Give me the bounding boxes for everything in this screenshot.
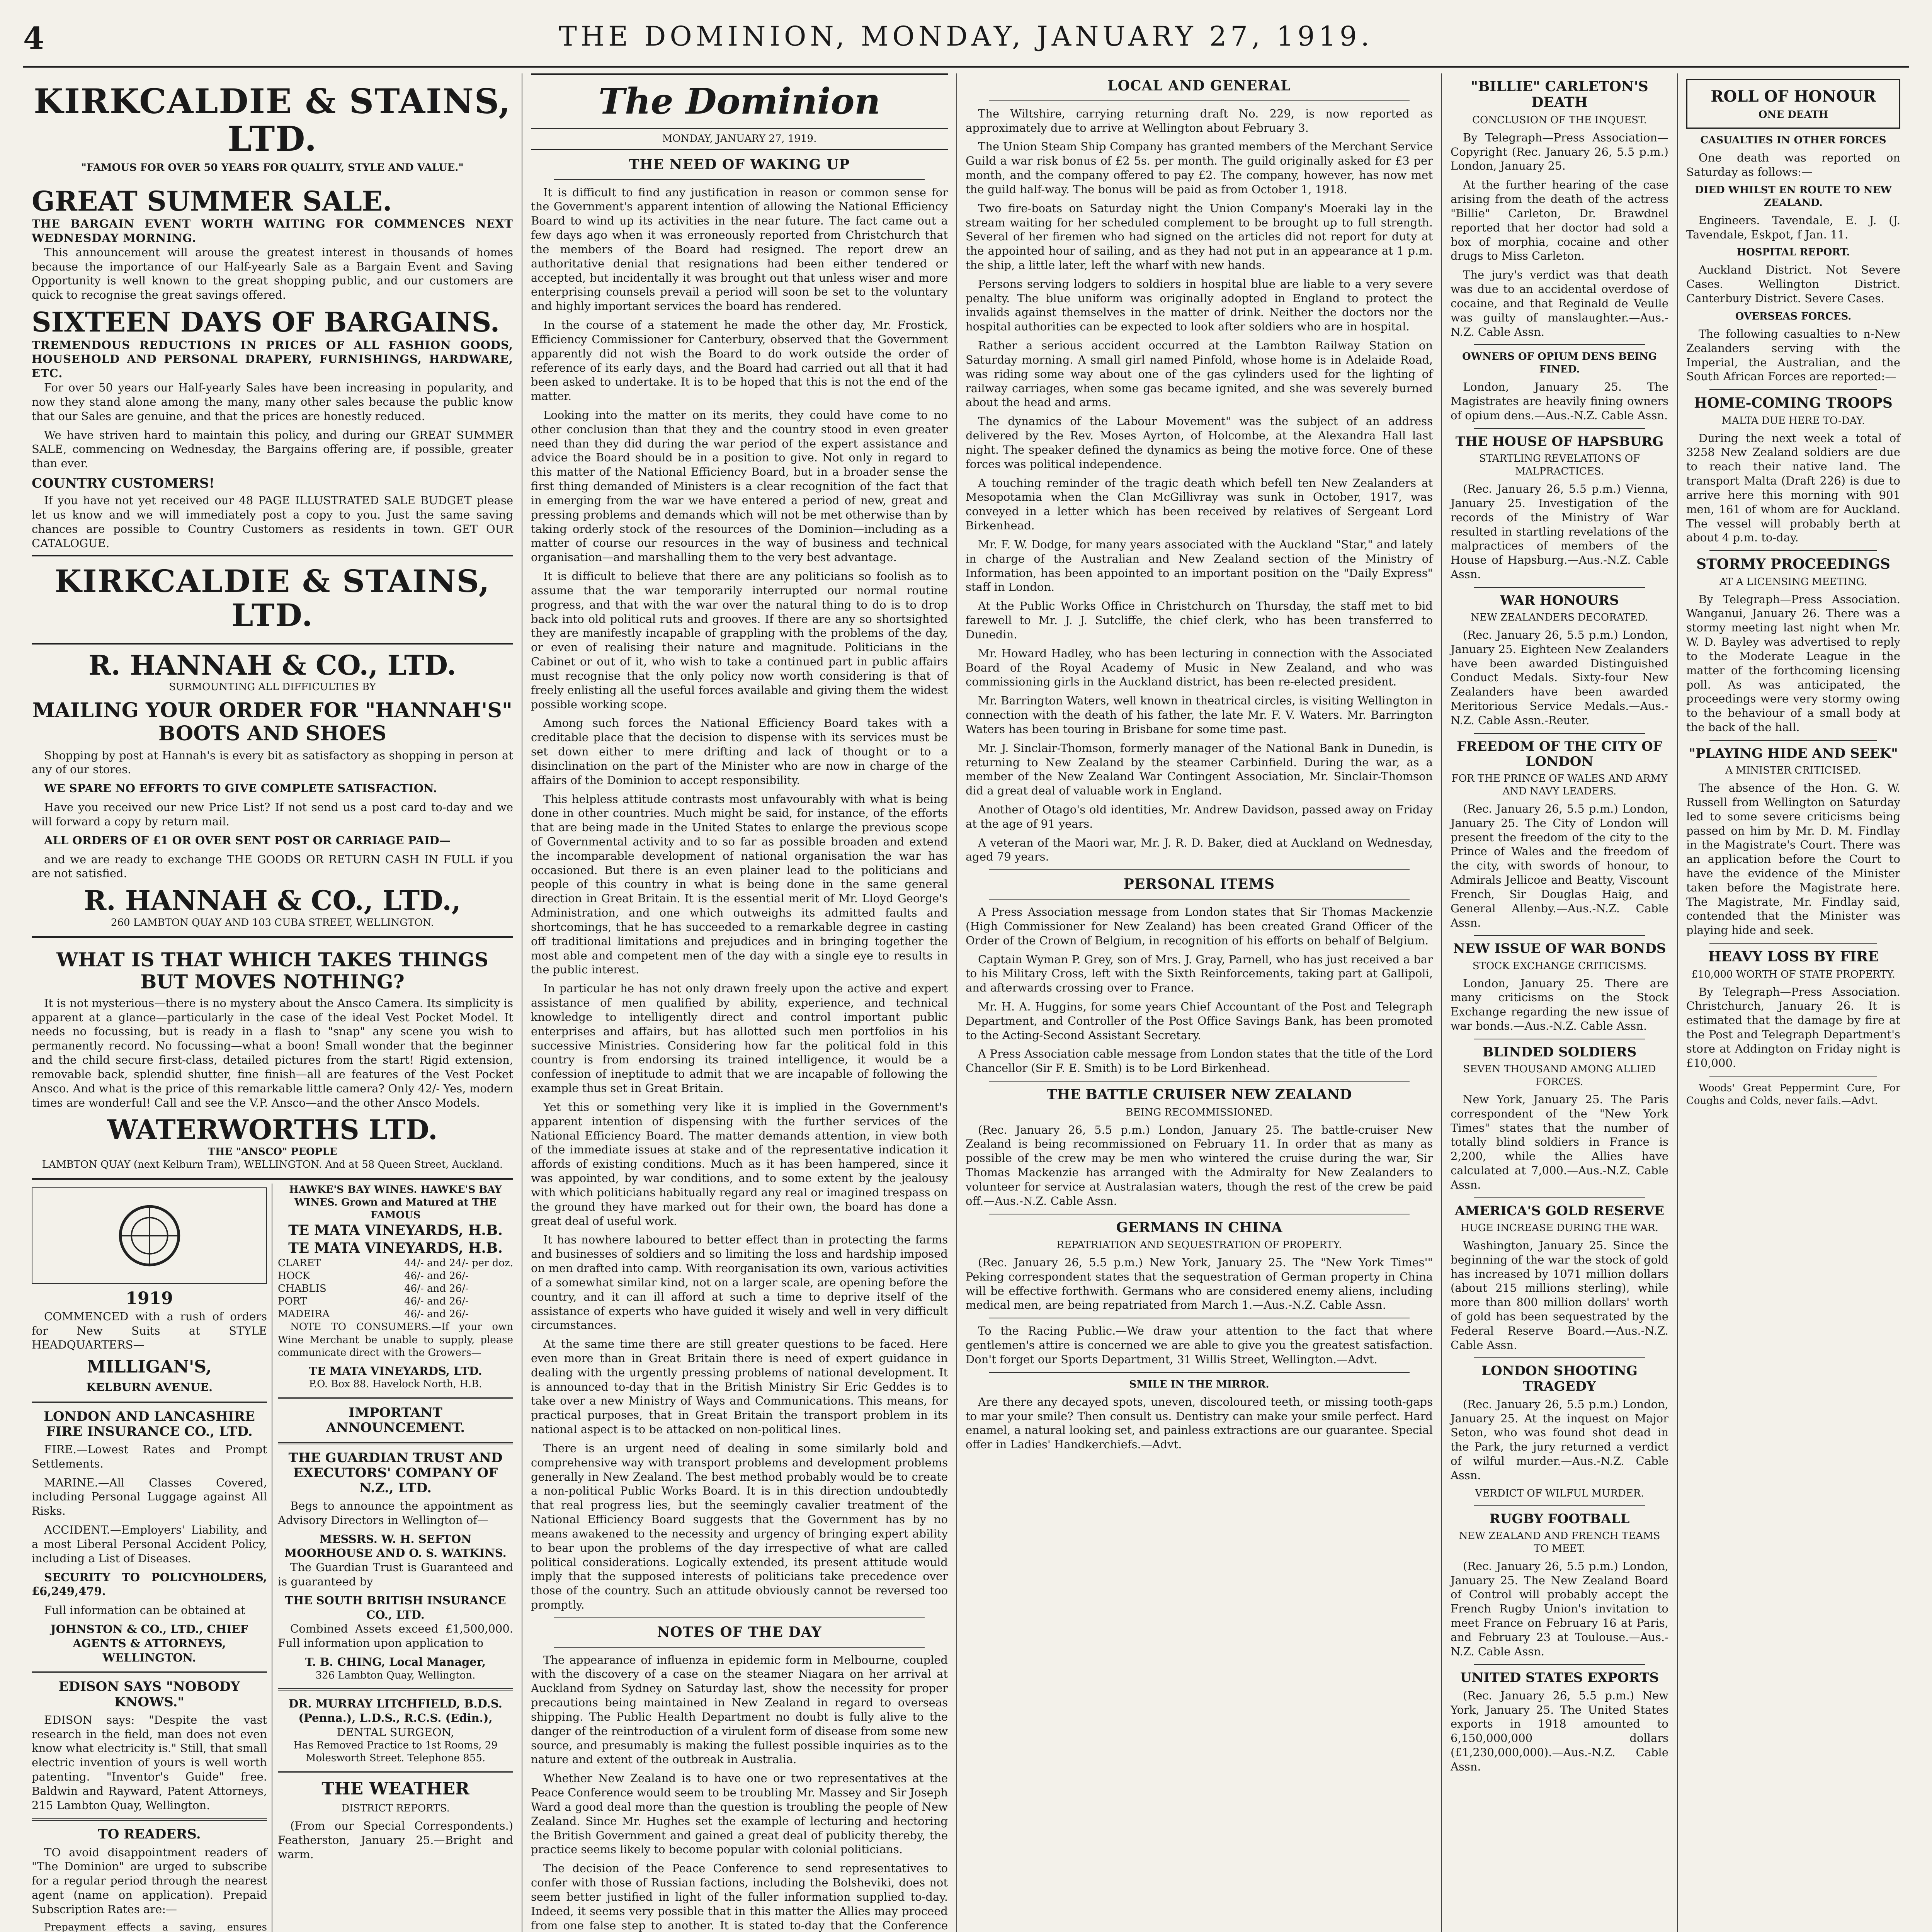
column-roll-of-honour — [1677, 73, 1909, 1932]
opium-body: London, January 25. The Magistrates are heavily fining owners of opium dens.—Aus.-N.Z. Cable Assn. — [1451, 380, 1668, 422]
freedom-body: (Rec. January 26, 5.5 p.m.) London, January 25. The City of London will present the freedom of the city to the Prince of Wales and the freedom of the city, with swords of honour, to Admirals Jellicoe and Beatty, Viscount French, Sir Douglas Haig, and General Allenby.—Aus.-N.Z. Cable Assn. — [1451, 802, 1668, 929]
notes-headline: NOTES OF THE DAY — [657, 1624, 822, 1640]
ad-kirkcaldie-head2: SIXTEEN DAYS OF BARGAINS. — [32, 306, 500, 338]
ad-london-accident: ACCIDENT.—Employers' Liability, and a most Liberal Personal Accident Policy, including a List of Diseases. — [32, 1523, 267, 1565]
roll-died: DIED WHILST EN ROUTE TO NEW ZEALAND. — [1695, 184, 1892, 209]
ad-edison-body: EDISON says: "Despite the vast research in the field, man does not even know what electricity is." Still, that small electric invention of yours is well worth patenting. "Inventor's Guide" free. Baldwin and Rayward, Patent Attorneys, 215 Lambton Quay, Wellington. — [32, 1713, 267, 1812]
ad-kirkcaldie-head3: COUNTRY CUSTOMERS! — [32, 476, 215, 492]
ad-kirkcaldie-head1: GREAT SUMMER SALE. — [32, 185, 392, 217]
notes-paragraph: The decision of the Peace Conference to send representatives to confer with those of Russian factions, including the Bolsheviki, does not seem better justified in light of the fuller information supplied to-day. Indeed, it seems very possible that in this matter the Allies may proceed from one false step to another. It is stated to-day that the Conference — [531, 1862, 948, 1932]
ad-waterworths-sub: THE "ANSCO" PEOPLE — [207, 1146, 337, 1158]
leader-paragraph: In the course of a statement he made the other day, Mr. Frostick, Efficiency Commissioner for Canterbury, observed that the Government apparently did not wish the Board to do work outside the order of reference of its early days, and the Board had carried out all that it had been asked to undertake. It is to be hoped that this is not the end of the matter. — [531, 318, 948, 403]
ad-london-info: Full information can be obtained at — [44, 1604, 245, 1617]
local-paragraph: The Wiltshire, carrying returning draft No. 229, is now reported as approximately due to arrive at Wellington about February 3. — [966, 107, 1433, 134]
homecoming-sub: MALTA DUE HERE TO-DAY. — [1721, 415, 1865, 427]
wine-price: 46/- and 26/- — [404, 1296, 469, 1308]
leader-paragraph: At the same time there are still greater questions to be faced. Here even more than in Great Britain there is need of expert guidance in dealing with the urgently pressing problems of national development. It is announced to-day that in the British Ministry Sir Eric Geddes is to take over a new Ministry of Ways and Communications. This means, for practical purposes, that in Great Britain the transport problem in its national aspect is to be attacked on non-political lines. — [531, 1337, 948, 1436]
ad-hannah-p5: and we are ready to exchange THE GOODS OR RETURN CASH IN FULL if you are not satisfied. — [32, 852, 513, 880]
ad-milligan — [32, 1184, 272, 1932]
ad-hannah — [32, 645, 513, 938]
readers-rates: Prepayment effects a saving, ensures — [44, 1921, 267, 1932]
wine-name: HOCK — [278, 1270, 310, 1282]
smile-body: Are there any decayed spots, uneven, discoloured teeth, or missing tooth-gaps to mar your smile? Then consult us. Dentistry can make your smile perfect. Hard enamel, a natural looking set, and painless extractions are our guarantee. Special offer in Ladies' Handkerchiefs.—Advt. — [966, 1395, 1433, 1451]
ad-hannah-sub: SURMOUNTING ALL DIFFICULTIES BY — [169, 681, 376, 693]
notes-paragraph: The appearance of influenza in epidemic form in Melbourne, coupled with the discovery of a case on the steamer Niagara on her arrival at Auckland from Sydney on Saturday last, show the necessity for proper precautions being maintained in New Zealand in regard to overseas shipping. The Public Health Department no doubt is fully alive to the danger of the reintroduction of a virulent form of disease from some new source, and presumably is making the fullest possible inquiries as to the nature and extent of the outbreak in Australia. — [531, 1653, 948, 1766]
local-paragraph: A touching reminder of the tragic death which befell ten New Zealanders at Mesopotamia when the Clan McGillivray was sunk in October, 1917, was conveyed in a letter which has been received by relatives of Sergeant Lord Birkenhead. — [966, 476, 1433, 532]
nameplate: The Dominion — [531, 73, 948, 129]
local-paragraph: Persons serving lodgers to soldiers in hospital blue are liable to a very severe penalty. The blue uniform was originally adopted in England to protect the invalids against themselves in the matter of drink. Neither the doctors nor the hospital authorities can be expected to look after soldiers who are in hospital. — [966, 277, 1433, 333]
rugby-sub: NEW ZEALAND AND FRENCH TEAMS TO MEET. — [1459, 1530, 1660, 1554]
hospital-body: Auckland District. Not Severe Cases. Wellington District. Canterbury District. Severe Cases. — [1686, 263, 1900, 305]
wine-price: 46/- and 26/- — [404, 1308, 469, 1320]
ad-kirkcaldie-para4: If you have not yet received our 48 PAGE ILLUSTRATED SALE BUDGET please let us know and we will immediately post a copy to you. Just the same saving chances are possible to Country Customers as residents in town. GET OUR CATALOGUE. — [32, 494, 513, 550]
ad-waterworths-head: WHAT IS THAT WHICH TAKES THINGS BUT MOVES NOTHING? — [56, 948, 489, 993]
ad-row-milligan-hawkes — [32, 1180, 513, 1932]
ad-hannah-address: 260 LAMBTON QUAY AND 103 CUBA STREET, WELLINGTON. — [111, 917, 434, 929]
ad-hawkes — [278, 1184, 513, 1932]
readers-head: TO READERS. — [98, 1827, 201, 1842]
hide-body: The absence of the Hon. G. W. Russell from Wellington on Saturday led to some severe criticisms being passed on him by Mr. D. M. Findlay in the Magistrate's Court. There was an application before the Court to have the evidence of the Minister taken before the Magistrate here. The Magistrate, Mr. Findlay said, contended that the Minister was playing hide and seek. — [1686, 781, 1900, 937]
personal-paragraph: A Press Association message from London states that Sir Thomas Mackenzie (High Commissioner for New Zealand) has been created Grand Officer of the Order of the Crown of Belgium, in recognition of his efforts on behalf of Belgium. — [966, 905, 1433, 947]
leader-paragraph: This helpless attitude contrasts most unfavourably with what is being done in other countries. Much might be said, for instance, of the efforts that are being made in the United States to enlarge the previous scope of Governmental activity and to so far as possible broaden and extend the incomparable development of national organisation the war has occasioned. But there is an even plainer lead to the politicians and people of this country in what is being done in the same general direction in Great Britain. It is the essential merit of Mr. Lloyd George's Administration, and one which outweighs its admitted faults and shortcomings, that he has succeeded to a remarkable degree in casting off traditional limitations and prejudices and in bringing together the most able and competent men of the day with a single eye to results in the public interest. — [531, 792, 948, 976]
roll-names: Engineers. Tavendale, E. J. (J. Tavendale, Eskpot, f Jan. 11. — [1686, 213, 1900, 241]
fire-body: By Telegraph—Press Association. Christchurch, January 26. It is estimated that the damage by fire at the Post and Telegraph Department's store at Addington on Friday night is £10,000. — [1686, 985, 1900, 1070]
leader-paragraph: In particular he has not only drawn freely upon the active and expert assistance of men qualified by ability, experience, and technical knowledge to intelligently direct and control important public enterprises and affairs, but has allotted such men portfolios in his successive Ministries. Considering how far the political fold in this country is from endorsing its trained intelligence, it would be a confession of ineptitude to admit that we are incapable of following the example thus set in Great Britain. — [531, 982, 948, 1095]
gold-body: Washington, January 25. Since the beginning of the war the stock of gold has increased by 1071 million dollars (about 215 millions sterling), while more than 800 million dollars' worth of gold has been sequestrated by the Federal Reserve Board.—Aus.-N.Z. Cable Assn. — [1451, 1238, 1668, 1352]
leader-paragraph: It is difficult to find any justification in reason or common sense for the Government's apparent intention of allowing the National Efficiency Board to wind up its activities in the near future. The fact came out a few days ago when it was erroneously reported from Christchurch that the members of the Board had resigned. The report drew an authoritative denial that resignations had been either tendered or accepted, but incidentally it was brought out that unless wiser and more enterprising counsels prevail a period will soon be set to the voluntary and highly important services the board has rendered. — [531, 185, 948, 313]
local-headline: LOCAL AND GENERAL — [1107, 78, 1291, 94]
carleton-paragraph: By Telegraph—Press Association—Copyright (Rec. January 26, 5.5 p.m.) London, January 25. — [1451, 131, 1668, 173]
local-paragraph: Rather a serious accident occurred at the Lambton Railway Station on Saturday morning. A small girl named Pinfold, whose home is in Adelaide Road, was riding some way about one of the gas cylinders used for the lighting of railway carriages, when some gas became ignited, and she was severely burned about the head and arms. — [966, 339, 1433, 409]
leader-paragraph: There is an urgent need of dealing in some similarly bold and comprehensive way with transport problems and development problems generally in New Zealand. The best method probably would be to create a non-political Public Works Board. It is in this direction undoubtedly that real progress lies, but the seemingly cavalier treatment of the National Efficiency Board suggests that the Government has by no means awakened to the necessity and urgency of bringing expert ability to bear upon the problems of the day irrespective of what are called political considerations. Logically extended, its present attitude would imply that the supposed interests of politicians take precedence over those of the country. Such an attitude obviously cannot be reversed too promptly. — [531, 1441, 948, 1612]
local-paragraph: Mr. J. Sinclair-Thomson, formerly manager of the National Bank in Dunedin, is returning to New Zealand by the steamer Carbinfield. During the war, as a member of the New Zealand War Contingent Association, Mr. Sinclair-Thomson did a great deal of valuable work in England. — [966, 741, 1433, 798]
bonds-sub: STOCK EXCHANGE CRITICISMS. — [1472, 960, 1647, 972]
ad-london-marine: MARINE.—All Classes Covered, including Personal Luggage against All Risks. — [32, 1476, 267, 1518]
milligan-emblem-icon — [32, 1187, 267, 1284]
local-paragraph: A veteran of the Maori war, Mr. J. R. D. Baker, died at Auckland on Wednesday, aged 79 years. — [966, 836, 1433, 864]
hospital-head: HOSPITAL REPORT. — [1736, 247, 1850, 259]
wine-price: 46/- and 26/- — [404, 1270, 469, 1282]
homecoming-body: During the next week a total of 3258 New Zealand soldiers are due to reach their native land. The transport Malta (Draft 226) is due to arrive here this morning with 901 men, 161 of whom are for Auckland. The vessel will probably berth at about 4 p.m. to-day. — [1686, 431, 1900, 544]
wine-price: 44/- and 24/- per doz. — [404, 1257, 513, 1269]
germans-sub: REPATRIATION AND SEQUESTRATION OF PROPERTY. — [1056, 1239, 1342, 1251]
page-number: 4 — [23, 21, 44, 56]
personal-paragraph: Mr. H. A. Huggins, for some years Chief Accountant of the Post and Telegraph Department, and Controller of the Post Office Savings Bank, has been promoted to the Acting-Second Assistant Secretary. — [966, 1000, 1433, 1042]
gold-headline: AMERICA'S GOLD RESERVE — [1454, 1203, 1665, 1219]
ad-milligan-year: 1919 — [126, 1288, 173, 1308]
wine-name: CLARET — [278, 1257, 321, 1269]
ad-hawkes-head: HAWKE'S BAY WINES. HAWKE'S BAY WINES. Grown and Matured at THE FAMOUS — [289, 1184, 502, 1221]
honours-body: (Rec. January 26, 5.5 p.m.) London, January 25. Eighteen New Zealanders have been awarded Distinguished Conduct Medals. Sixty-four New Zealanders have been awarded Meritorious Service Medals.—Aus.-N.Z. Cable Assn.-Reuter. — [1451, 628, 1668, 727]
battlecruiser-sub: BEING RECOMMISSIONED. — [1126, 1106, 1273, 1118]
freedom-sub: FOR THE PRINCE OF WALES AND ARMY AND NAVY LEADERS. — [1451, 772, 1668, 797]
column-advertisements — [23, 73, 522, 1932]
ad-hannah-name: R. HANNAH & CO., LTD. — [88, 649, 456, 681]
stormy-body: By Telegraph—Press Association. Wanganui, January 26. There was a stormy meeting last night when Mr. W. D. Bayley was advertised to reply to the Moderate League in the matter of the forthcoming licensing poll. As was anticipated, the proceedings were very stormy owing to the behaviour of a small body at the back of the hall. — [1686, 592, 1900, 734]
ad-milligan-name: MILLIGAN'S, — [87, 1357, 212, 1377]
ad-guardian-insurer: THE SOUTH BRITISH INSURANCE CO., LTD. — [285, 1594, 506, 1621]
ad-hawkes-name: TE MATA VINEYARDS, LTD. — [309, 1364, 482, 1378]
local-paragraph: Two fire-boats on Saturday night the Union Company's Moeraki lay in the stream waiting for her scheduled complement to be brought up to full strength. Several of her firemen who had signed on the articles did not report for duty at the appointed hour of sailing, and as they had not put in an appearance at 1 p.m. the ship, a little later, left the wharf with new hands. — [966, 201, 1433, 272]
personal-headline: PERSONAL ITEMS — [1123, 876, 1275, 893]
local-paragraph: At the Public Works Office in Christchurch on Thursday, the staff met to bid farewell to Mr. J. J. Sutcliffe, the chief clerk, who has been transferred to Dunedin. — [966, 599, 1433, 641]
casualties-head: CASUALTIES IN OTHER FORCES — [1700, 134, 1886, 146]
shooting-sub: VERDICT OF WILFUL MURDER. — [1475, 1487, 1644, 1499]
ad-milligan-body: COMMENCED with a rush of orders for New Suits at STYLE HEADQUARTERS— — [32, 1310, 267, 1352]
ad-guardian-manager: T. B. CHING, Local Manager, — [305, 1655, 486, 1669]
overseas-body: The following casualties to n-New Zealanders serving with the Imperial, the Australian, and the South African Forces are reported:— — [1686, 327, 1900, 383]
hide-headline: "PLAYING HIDE AND SEEK" — [1689, 745, 1898, 761]
hapsburg-sub: STARTLING REVELATIONS OF MALPRACTICES. — [1479, 453, 1640, 478]
masthead-title: THE DOMINION, MONDAY, JANUARY 27, 1919. — [559, 20, 1373, 52]
ad-waterworths — [32, 938, 513, 1180]
ad-kirkcaldie-footer: KIRKCALDIE & STAINS, LTD. — [32, 555, 513, 632]
exports-body: (Rec. January 26, 5.5 p.m.) New York, January 25. The United States exports in 1918 amounted to 6,150,000,000 dollars (£1,230,000,000).—Aus.-N.Z. Cable Assn. — [1451, 1689, 1668, 1773]
ad-hannah-p4: ALL ORDERS OF £1 OR OVER SENT POST OR CARRIAGE PAID— — [44, 833, 451, 847]
local-paragraph: Mr. F. W. Dodge, for many years associated with the Auckland "Star," and lately in charge of the Australian and New Zealand section of the Ministry of Information, has been appointed to an important position on the "Daily Express" staff in London. — [966, 537, 1433, 594]
notes-paragraph: Whether New Zealand is to have one or two representatives at the Peace Conference would seem to be troubling Mr. Massey and Sir Joseph Ward a good deal more than the question is troubling the people of New Zealand. Since Mr. Hughes set the example of lecturing and hectoring the British Government and gained a great deal of publicity thereby, the practice seems likely to become popular with colonial politicians. — [531, 1772, 948, 1856]
shooting-body: (Rec. January 26, 5.5 p.m.) London, January 25. At the inquest on Major Seton, who was found shot dead in the Park, the jury returned a verdict of wilful murder.—Aus.-N.Z. Cable Assn. — [1451, 1397, 1668, 1482]
local-paragraph: Another of Otago's old identities, Mr. Andrew Davidson, passed away on Friday at the age of 91 years. — [966, 803, 1433, 830]
homecoming-headline: HOME-COMING TROOPS — [1694, 395, 1893, 412]
freedom-headline: FREEDOM OF THE CITY OF LONDON — [1457, 738, 1662, 769]
ad-london-fire: FIRE.—Lowest Rates and Prompt Settlements. — [32, 1442, 267, 1470]
hapsburg-body: (Rec. January 26, 5.5 p.m.) Vienna, January 25. Investigation of the records of the Ministry of War resulted in startling revelations of the malpractices of members of the House of Hapsburg.—Aus.-N.Z. Cable Assn. — [1451, 482, 1668, 581]
ad-kirkcaldie-para2: For over 50 years our Half-yearly Sales have been increasing in popularity, and now they stand alone among the many, many other sales because the public know that our Sales are genuine, and that the prices are honestly reduced. — [32, 381, 513, 423]
stormy-sub: AT A LICENSING MEETING. — [1719, 576, 1867, 588]
local-paragraph: Mr. Howard Hadley, who has been lecturing in connection with the Associated Board of the Royal Academy of Music in New Zealand, and who was commissioning girls in the Auckland district, has been re-elected president. — [966, 646, 1433, 689]
roll-intro: One death was reported on Saturday as follows:— — [1686, 151, 1900, 179]
blinded-headline: BLINDED SOLDIERS — [1482, 1044, 1637, 1060]
ad-guardian-names: MESSRS. W. H. SEFTON MOORHOUSE AND O. S. WATKINS. — [284, 1532, 507, 1560]
bonds-headline: NEW ISSUE OF WAR BONDS — [1453, 941, 1666, 957]
column-editorial — [522, 73, 956, 1932]
ad-london-security: SECURITY TO POLICYHOLDERS, £6,249,479. — [32, 1570, 267, 1598]
battlecruiser-body: (Rec. January 26, 5.5 p.m.) London, January 25. The battle-cruiser New Zealand is being recommissioned on February 11. In order that as many as possible of the crew may be men who wintered the cruise during the war, Sir Thomas Mackenzie has arranged with the Admiralty for New Zealanders to volunteer for service at Australasian waters, though the rest of the crew be paid off.—Aus.-N.Z. Cable Assn. — [966, 1123, 1433, 1208]
ad-hawkes-note: NOTE TO CONSUMERS.—If your own Wine Merchant be unable to supply, please communicate direct with the Growers— — [278, 1321, 513, 1359]
carleton-paragraph: The jury's verdict was that death was due to an accidental overdose of cocaine, and that Reginald de Veulle was guilty of manslaughter.—Aus.-N.Z. Cable Assn. — [1451, 268, 1668, 338]
ad-waterworths-name: WATERWORTHS LTD. — [107, 1114, 438, 1146]
leader-paragraph: Among such forces the National Efficiency Board takes with a creditable place that the decision to dispense with its services must be set down either to mere drifting and lack of thought or to a disinclination on the part of the Minister who are now in charge of the affairs of the Dominion to accept responsibility. — [531, 716, 948, 787]
battlecruiser-headline: THE BATTLE CRUISER NEW ZEALAND — [1046, 1087, 1352, 1103]
wine-name: MADEIRA — [278, 1308, 330, 1320]
column-cable-news — [1441, 73, 1677, 1932]
shooting-headline: LONDON SHOOTING TRAGEDY — [1481, 1363, 1638, 1394]
ad-london-agent: JOHNSTON & CO., LTD., CHIEF AGENTS & ATTORNEYS, WELLINGTON. — [50, 1622, 248, 1664]
fire-headline: HEAVY LOSS BY FIRE — [1708, 949, 1879, 965]
ad-kirkcaldie-para3: We have striven hard to maintain this policy, and during our GREAT SUMMER SALE, commencing on Wednesday, the Bargains offering are, if possible, greater than ever. — [32, 428, 513, 470]
ad-hawkes-address: P.O. Box 88. Havelock North, H.B. — [309, 1378, 482, 1390]
fire-sub: £10,000 WORTH OF STATE PROPERTY. — [1691, 968, 1895, 980]
weather-sub: DISTRICT REPORTS. — [341, 1803, 450, 1815]
ad-guardian-guarantee: The Guardian Trust is Guaranteed and is guaranteed by — [278, 1561, 513, 1588]
leader-headline: THE NEED OF WAKING UP — [629, 156, 850, 173]
ad-hannah-p3: Have you received our new Price List? If not send us a post card to-day and we will forward a copy by return mail. — [32, 801, 513, 828]
ad-important-head: IMPORTANT ANNOUNCEMENT. — [326, 1405, 465, 1436]
masthead — [23, 15, 1909, 68]
germans-headline: GERMANS IN CHINA — [1116, 1219, 1282, 1236]
ad-hawkes-wine-list — [278, 1257, 513, 1321]
local-paragraph: The Union Steam Ship Company has granted members of the Merchant Service Guild a war risk bonus of £2 5s. per month. The guild originally asked for £3 per month, and the company offered to pay £2. The company, however, has now met the guild half-way. The bonus will be paid as from October 1, 1918. — [966, 140, 1433, 196]
ad-kirkcaldie — [32, 73, 513, 645]
ad-kirkcaldie-name: KIRKCALDIE & STAINS, LTD. — [34, 81, 511, 159]
ad-kirkcaldie-tagline: "FAMOUS FOR OVER 50 YEARS FOR QUALITY, STYLE AND VALUE." — [81, 162, 464, 173]
ad-london-name: LONDON AND LANCASHIRE FIRE INSURANCE CO., LTD. — [44, 1408, 255, 1439]
ad-litchfield-title: DENTAL SURGEON, — [337, 1725, 454, 1739]
ad-kirkcaldie-sub1: THE BARGAIN EVENT WORTH WAITING FOR COMMENCES NEXT WEDNESDAY MORNING. — [32, 217, 513, 245]
woods-notice: Woods' Great Peppermint Cure, For Coughs and Colds, never fails.—Advt. — [1686, 1082, 1900, 1107]
weather-head: THE WEATHER — [321, 1779, 469, 1799]
ad-guardian-address: 326 Lambton Quay, Wellington. — [315, 1669, 476, 1681]
ad-edison-head: EDISON SAYS "NOBODY KNOWS." — [58, 1679, 240, 1710]
ad-kirkcaldie-sub2: TREMENDOUS REDUCTIONS IN PRICES OF ALL FASHION GOODS, HOUSEHOLD AND PERSONAL DRAPERY, FURNISHINGS, HARDWARE, ETC. — [32, 338, 513, 380]
ad-hannah-footer: R. HANNAH & CO., LTD., — [84, 884, 461, 917]
ad-litchfield-address: Has Removed Practice to 1st Rooms, 29 Molesworth Street. Telephone 855. — [293, 1740, 498, 1764]
local-paragraph: Mr. Barrington Waters, well known in theatrical circles, is visiting Wellington in connection with the death of his father, the late Mr. F. V. Waters. Mr. Barrington Waters has been touring in Brisbane for some time past. — [966, 694, 1433, 736]
ad-kirkcaldie-para1: This announcement will arouse the greatest interest in thousands of homes because the importance of our Half-yearly Sale as a Bargain Event and Saving Opportunity is well known to the great shopping public, and our customers are quick to recognise the great savings offered. — [32, 245, 513, 302]
personal-paragraph: A Press Association cable message from London states that the title of the Lord Chancellor (Sir F. E. Smith) is to be Lord Birkenhead. — [966, 1047, 1433, 1075]
ad-guardian-assets: Combined Assets exceed £1,500,000. Full information upon application to — [278, 1622, 513, 1650]
overseas-head: OVERSEAS FORCES. — [1735, 310, 1852, 322]
rugby-headline: RUGBY FOOTBALL — [1489, 1511, 1630, 1527]
wine-name: CHABLIS — [278, 1283, 327, 1295]
roll-sub: ONE DEATH — [1758, 109, 1828, 121]
wine-name: PORT — [278, 1296, 307, 1308]
racing-notice: To the Racing Public.—We draw your attention to the fact that where gentlemen's attire is concerned we are able to give you the greatest satisfaction. Don't forget our Sports Department, 31 Willis Street, Wellington.—Advt. — [966, 1324, 1433, 1366]
germans-body: (Rec. January 26, 5.5 p.m.) New York, January 25. The "New York Times'" Peking correspondent states that the sequestration of German property in China will be effective forthwith. Germans who are considered enemy aliens, including medical men, are being repatriated from March 1.—Aus.-N.Z. Cable Assn. — [966, 1255, 1433, 1312]
local-paragraph: The dynamics of the Labour Movement" was the subject of an address delivered by the Rev. Moses Ayrton, of Holcombe, at the Alexandra Hall last night. The speaker defined the dynamics as being the motive force. One of these forces was political independence. — [966, 415, 1433, 471]
rugby-body: (Rec. January 26, 5.5 p.m.) London, January 25. The New Zealand Board of Control will probably accept the French Rugby Union's invitation to meet France on February 16 at Paris, and February 23 at Toulouse.—Aus.-N.Z. Cable Assn. — [1451, 1559, 1668, 1658]
hide-sub: A MINISTER CRITICISED. — [1725, 765, 1861, 777]
blinded-body: New York, January 25. The Paris correspondent of the "New York Times" states that the number of totally blind soldiers in France is 2,200, while the Allies have calculated at 7,000.—Aus.-N.Z. Cable Assn. — [1451, 1092, 1668, 1191]
editorial-dateline: MONDAY, JANUARY 27, 1919. — [531, 133, 948, 150]
blinded-sub: SEVEN THOUSAND AMONG ALLIED FORCES. — [1463, 1063, 1656, 1088]
leader-paragraph: Looking into the matter on its merits, they could have come to no other conclusion than that they and the country stood in even greater need than they did during the war period of the expert assistance and advice the Board should be in a position to give. Not only in regard to this matter of the National Efficiency Board, but in a broader sense the first thing demanded of Ministers is a clear recognition of the fact that in emerging from the war we have entered a period of new, great and pressing problems and demands which will not be met otherwise than by taking orderly stock of the resources of the Dominion—including as a matter of course our resources in the way of business and technical organisation—and marshalling them to the very best advantage. — [531, 408, 948, 564]
ad-waterworths-body: It is not mysterious—there is no mystery about the Ansco Camera. Its simplicity is apparent at a glance—particularly in the case of the ideal Vest Pocket Model. It needs no focussing, but is ready in a flash to "snap" any scene you wish to permanently record. No focussing—what a boon! Small wonder that the beginner and the child secure first-class, detailed pictures from the start! Rigid extension, removable back, splendid shutter, fine finish—all are features of the Vest Pocket Ansco. And what is the price of this remarkable little camera? Only 42/- Yes, modern times are wonderful! Call and see the V.P. Ansco—and the other Ansco Models. — [32, 996, 513, 1109]
wine-price: 46/- and 26/- — [404, 1283, 469, 1295]
gold-sub: HUGE INCREASE DURING THE WAR. — [1461, 1222, 1658, 1234]
ad-hannah-p2: WE SPARE NO EFFORTS TO GIVE COMPLETE SATISFACTION. — [44, 782, 437, 795]
stormy-headline: STORMY PROCEEDINGS — [1696, 556, 1890, 573]
ad-guardian-head: THE GUARDIAN TRUST AND EXECUTORS' COMPANY OF N.Z., LTD. — [288, 1450, 503, 1496]
ad-milligan-address: KELBURN AVENUE. — [86, 1380, 213, 1394]
leader-paragraph: Yet this or something very like it is implied in the Government's apparent intention of dispensing with the further services of the National Efficiency Board. The matter demands attention, in view both of the immediate issues at stake and of the representative indication it affords of existing conditions. Much as it has been hampered, since it was appointed, by war conditions, and to some extent by the jealousy with which politicians habitually regard any real or imagined trespass on the ground they have marked out for their own, the board has done a great deal of useful work. — [531, 1100, 948, 1228]
newspaper-page — [23, 15, 1909, 1932]
honours-headline: WAR HONOURS — [1500, 592, 1619, 608]
column-local-news — [956, 73, 1441, 1932]
personal-paragraph: Captain Wyman P. Grey, son of Mrs. J. Gray, Parnell, who has just received a bar to his Military Cross, left with the Sixth Reinforcements, taking part at Gallipoli, and afterwards crossing over to France. — [966, 952, 1433, 995]
ad-litchfield-name: DR. MURRAY LITCHFIELD, B.D.S. (Penna.), L.D.S., R.C.S. (Edin.), — [289, 1697, 502, 1725]
ad-hawkes-brand1: TE MATA VINEYARDS, H.B. — [288, 1222, 503, 1238]
carleton-headline: "BILLIE" CARLETON'S DEATH — [1471, 78, 1648, 111]
weather-body: (From our Special Correspondents.) Featherston, January 25.—Bright and warm. — [278, 1819, 513, 1861]
honours-sub: NEW ZEALANDERS DECORATED. — [1471, 611, 1648, 623]
exports-headline: UNITED STATES EXPORTS — [1460, 1670, 1659, 1685]
bonds-body: London, January 25. There are many criticisms on the Stock Exchange regarding the new issue of war bonds.—Aus.-N.Z. Cable Assn. — [1451, 976, 1668, 1032]
leader-paragraph: It has nowhere laboured to better effect than in protecting the farms and businesses of soldiers and so limiting the loss and hardship imposed on men drafted into camp. With reorganisation its own, various activities of a somewhat similar kind, not on a larger scale, are opening before the country, and it can ill afford at such a time to deprive itself of the assistance of experts who have guided it wisely and well in very difficult circumstances. — [531, 1233, 948, 1332]
ad-hawkes-brand2: TE MATA VINEYARDS, H.B. — [288, 1240, 503, 1256]
carleton-sub: CONCLUSION OF THE INQUEST. — [1472, 114, 1647, 126]
carleton-paragraph: At the further hearing of the case arising from the death of the actress "Billie" Carleton, Dr. Brawdnel reported that her doctor had sold a box of morphia, cocaine and other drugs to Miss Carleton. — [1451, 178, 1668, 263]
ad-hannah-p1: Shopping by post at Hannah's is every bit as satisfactory as shopping in person at any of our stores. — [32, 748, 513, 776]
readers-body: TO avoid disappointment readers of "The Dominion" are urged to subscribe for a regular period through the nearest agent (name on application). Prepaid Subscription Rates are:— — [32, 1845, 267, 1916]
opium-headline: OWNERS OF OPIUM DENS BEING FINED. — [1462, 351, 1657, 376]
roll-headline: ROLL OF HONOUR — [1711, 87, 1876, 105]
hapsburg-headline: THE HOUSE OF HAPSBURG — [1455, 434, 1664, 449]
ad-waterworths-address: LAMBTON QUAY (next Kelburn Tram), WELLINGTON. And at 58 Queen Street, Auckland. — [42, 1158, 503, 1170]
smile-headline: SMILE IN THE MIRROR. — [1129, 1378, 1269, 1390]
leader-paragraph: It is difficult to believe that there are any politicians so foolish as to assume that the war temporarily interrupted our normal routine progress, and that with the war over the natural thing to do is to drop back into old political ruts and grooves. If there are any so shortsighted they are manifestly incapable of grappling with the problems of the day, or even of realising their nature and magnitude. Politicians in the Cabinet or out of it, who wish to take a continued part in public affairs must recognise that the only policy now worth considering is that of freely enlisting all the useful forces available and giving them the widest possible working scope. — [531, 570, 948, 711]
weather-section — [278, 1779, 513, 1861]
columns — [23, 73, 1909, 1932]
ad-guardian-body: Begs to announce the appointment as Advisory Directors in Wellington of— — [278, 1499, 513, 1527]
roll-box — [1686, 79, 1900, 129]
ad-hannah-head: MAILING YOUR ORDER FOR "HANNAH'S" BOOTS AND SHOES — [32, 699, 512, 745]
